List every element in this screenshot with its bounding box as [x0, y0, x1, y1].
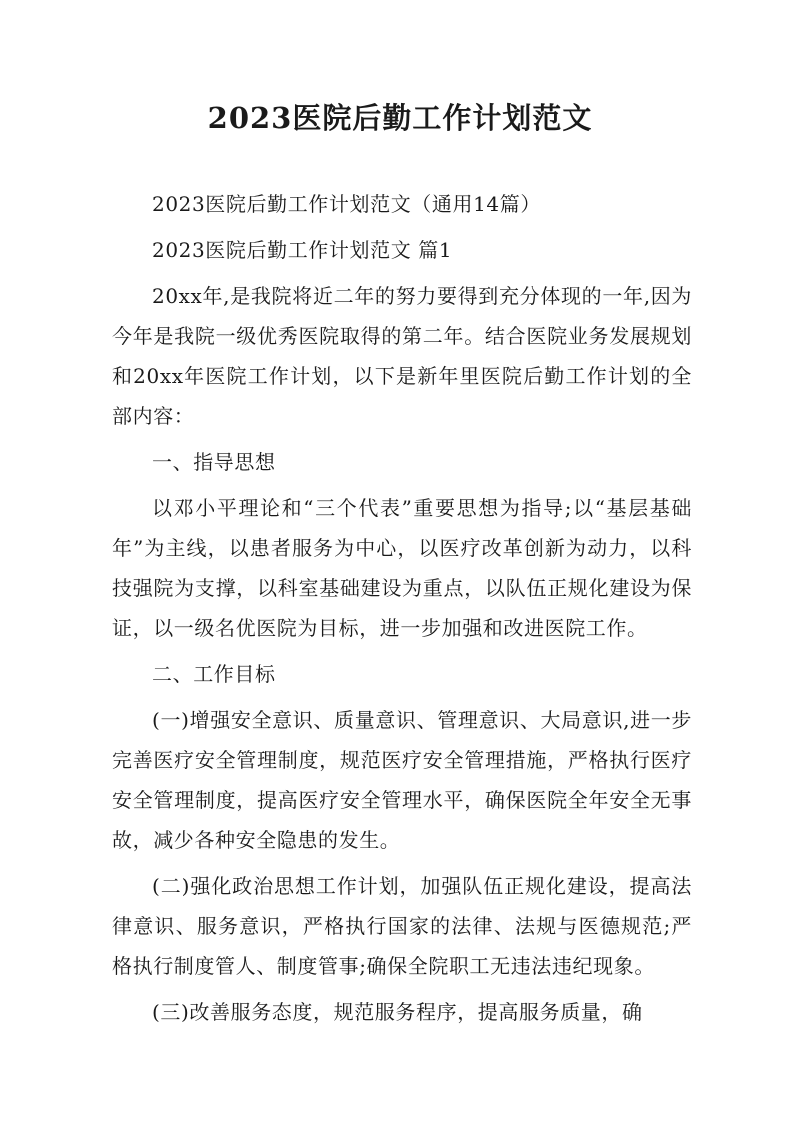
document-title: 2023医院后勤工作计划范文 [207, 101, 593, 135]
heading-guiding-ideology: 一、指导思想 [152, 450, 276, 474]
goal-paragraph-3: (三)改善服务态度，规范服务程序，提高服务质量，确 [152, 1000, 643, 1024]
goal-paragraph-1: (一)增强安全意识、质量意识、管理意识、大局意识,进一步完善医疗安全管理制度，规范医疗安全管理措施，严格执行医疗安全管理制度，提高医疗安全管理水平，确保医院全年安全无事故，减少各种安全隐患的发生。 [112, 708, 692, 852]
subtitle-paragraph: 2023医院后勤工作计划范文（通用14篇） [152, 192, 541, 216]
goal-paragraph-2: (二)强化政治思想工作计划，加强队伍正规化建设，提高法律意识、服务意识，严格执行国家的法律、法规与医德规范;严格执行制度管人、制度管事;确保全院职工无违法违纪现象。 [112, 874, 692, 978]
document-body [112, 184, 692, 1032]
intro-paragraph: 20xx年,是我院将近二年的努力要得到充分体现的一年,因为今年是我院一级优秀医院取得的第二年。结合医院业务发展规划和20xx年医院工作计划，以下是新年里医院后勤工作计划的全部内容： [112, 284, 692, 428]
guiding-ideology-paragraph: 以邓小平理论和“三个代表”重要思想为指导;以“基层基础年”为主线，以患者服务为中心，以医疗改革创新为动力，以科技强院为支撑，以科室基础建设为重点，以队伍正规化建设为保证，以一级名优医院为目标，进一步加强和改进医院工作。 [112, 496, 692, 640]
heading-work-goals: 二、工作目标 [152, 662, 276, 686]
section-heading: 2023医院后勤工作计划范文 篇1 [152, 238, 453, 262]
